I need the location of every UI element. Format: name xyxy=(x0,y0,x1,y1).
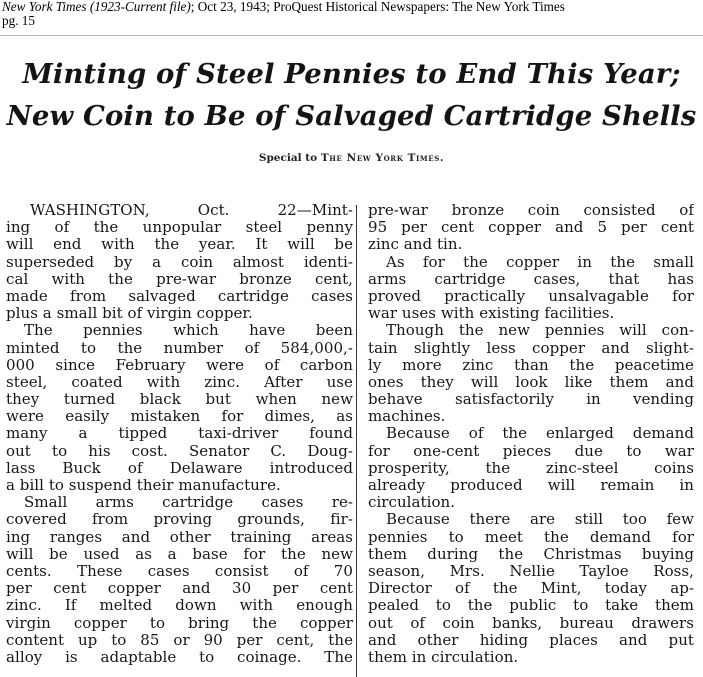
article-line: lass Buck of Delaware introduced xyxy=(6,459,353,477)
article-line: alloy is adaptable to coinage. The xyxy=(6,648,353,666)
article-column-right xyxy=(368,202,694,666)
article-line: virgin copper to bring the copper xyxy=(6,614,353,632)
article-line: zinc and tin. xyxy=(368,236,463,254)
source-citation xyxy=(2,0,702,28)
header-divider xyxy=(0,35,703,36)
article-line: for one-cent pieces due to war xyxy=(368,442,694,460)
article-line: season, Mrs. Nellie Tayloe Ross, xyxy=(368,562,694,580)
article-line: machines. xyxy=(368,408,446,426)
source-page: pg. 15 xyxy=(2,13,35,28)
article-line: made from salvaged cartridge cases xyxy=(6,287,353,305)
article-line: zinc. If melted down with enough xyxy=(6,597,353,615)
article-line: war uses with existing facilities. xyxy=(368,305,615,323)
article-line: 95 per cent copper and 5 per cent xyxy=(368,219,694,237)
article-line: steel, coated with zinc. After use xyxy=(6,373,353,391)
article-line: them in circulation. xyxy=(368,648,519,666)
article-line: per cent copper and 30 per cent xyxy=(6,580,353,598)
article-line: cents. These cases consist of 70 xyxy=(6,562,353,580)
article-line: ing of the unpopular steel penny xyxy=(6,219,353,237)
article-line: superseded by a coin almost identi- xyxy=(6,253,353,271)
article-line: out of coin banks, bureau drawers xyxy=(368,614,694,632)
article-line: cal with the pre-war bronze cent, xyxy=(6,270,353,288)
article-line: and other hiding places and put xyxy=(368,631,694,649)
article-line: already produced will remain in xyxy=(368,477,694,494)
article-line: will be used as a base for the new xyxy=(6,545,353,563)
article-line: pre-war bronze coin consisted of xyxy=(368,202,694,219)
article-line: pealed to the public to take them xyxy=(368,597,694,615)
column-divider xyxy=(356,205,357,677)
article-line: pennies to meet the demand for xyxy=(368,528,694,546)
headline-line-2: New Coin to Be of Salvaged Cartridge Shells xyxy=(6,100,697,132)
credit-prefix: Special to xyxy=(258,152,318,164)
article-line: many a tipped taxi-driver found xyxy=(6,425,353,443)
article-line: prosperity, the zinc-steel coins xyxy=(368,459,694,477)
article-line: circulation. xyxy=(368,494,456,512)
source-details: ; Oct 23, 1943; ProQuest Historical Newspapers: The New York Times xyxy=(190,0,565,14)
article-line: were easily mistaken for dimes, as xyxy=(6,408,353,426)
article-line: 000 since February were of carbon xyxy=(6,356,353,374)
article-line: ly more zinc than the peacetime xyxy=(368,356,694,374)
article-line: Small arms cartridge cases re- xyxy=(24,494,353,512)
article-line: covered from proving grounds, fir- xyxy=(6,511,353,529)
article-line: Because of the enlarged demand xyxy=(386,425,694,443)
article-line: arms cartridge cases, that has xyxy=(368,270,694,288)
article-line: content up to 85 or 90 per cent, the xyxy=(6,631,353,649)
article-line: behave satisfactorily in vending xyxy=(368,391,694,409)
article-line: out to his cost. Senator C. Doug- xyxy=(6,442,353,460)
article-line: proved practically unsalvagable for xyxy=(368,287,694,305)
credit-paper: The New York Times. xyxy=(320,152,445,164)
article-line: will end with the year. It will be xyxy=(6,236,353,254)
source-publication: New York Times (1923-Current file) xyxy=(2,0,191,14)
headline-line-1: Minting of Steel Pennies to End This Year; xyxy=(22,58,681,90)
article-line: them during the Christmas buying xyxy=(368,545,694,563)
article-line: ones they will look like them and xyxy=(368,373,694,391)
article-line: Director of the Mint, today ap- xyxy=(368,580,694,598)
article-line: they turned black but when new xyxy=(6,391,353,409)
article-line: The pennies which have been xyxy=(24,322,353,340)
byline-credit xyxy=(0,152,703,164)
article-column-left xyxy=(6,202,353,666)
article-line: ing ranges and other training areas xyxy=(6,528,353,546)
article-line: a bill to suspend their manufacture. xyxy=(6,477,281,494)
article-line: Because there are still too few xyxy=(386,511,694,529)
article-line: Though the new pennies will con- xyxy=(386,322,694,340)
article-line: minted to the number of 584,000,- xyxy=(6,339,353,357)
article-line: As for the copper in the small xyxy=(386,253,694,271)
article-line: plus a small bit of virgin copper. xyxy=(6,305,253,323)
article-line: tain slightly less copper and slight- xyxy=(368,339,694,357)
article-line: WASHINGTON, Oct. 22—Mint- xyxy=(30,202,353,219)
